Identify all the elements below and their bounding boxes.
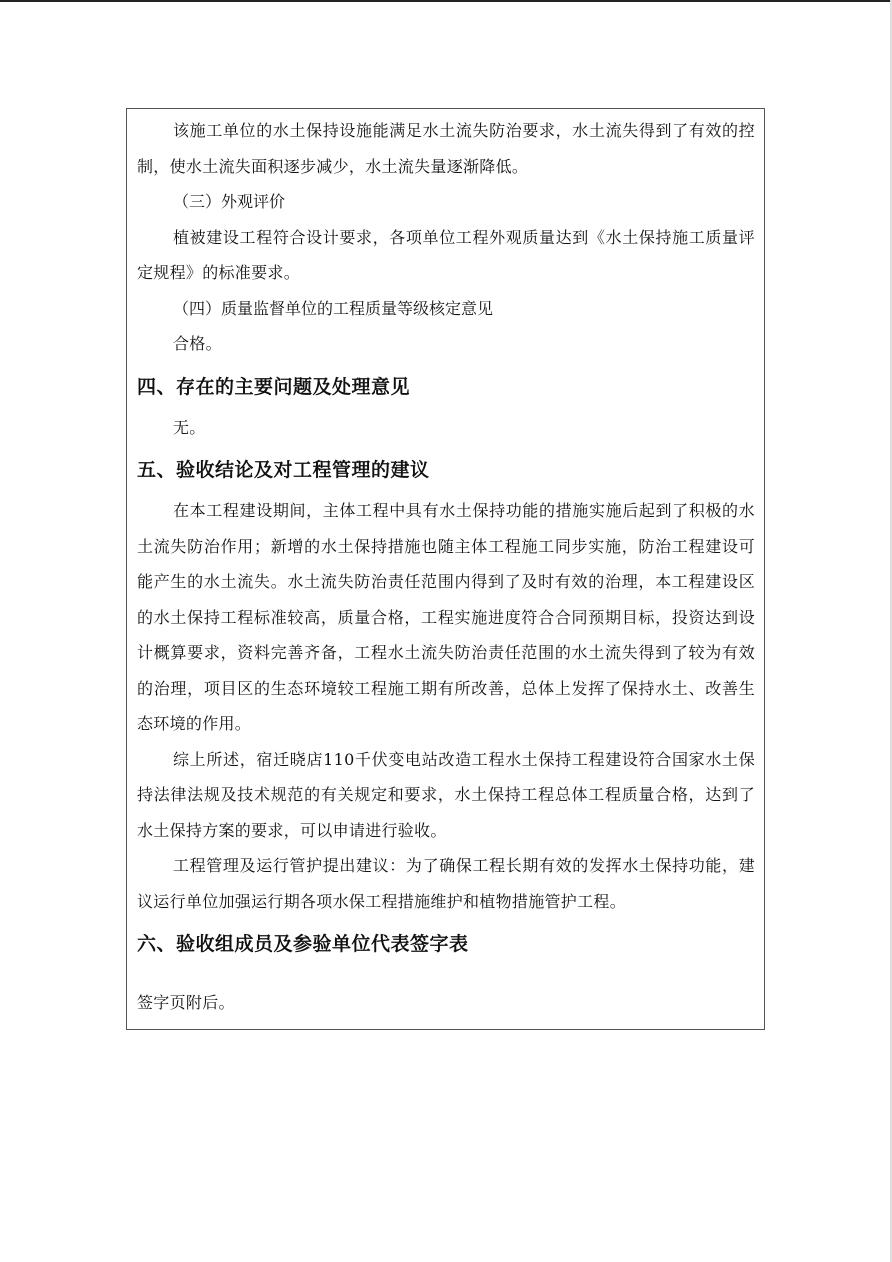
section-5-heading: 五、验收结论及对工程管理的建议 bbox=[137, 459, 430, 481]
section-4-heading: 四、存在的主要问题及处理意见 bbox=[137, 375, 411, 398]
section-4-body: 无。 bbox=[173, 417, 206, 437]
appearance-subheading: （三）外观评价 bbox=[173, 192, 286, 211]
section-6-spacer bbox=[137, 967, 755, 985]
section-6-heading: 六、验收组成员及参验单位代表签字表 bbox=[137, 933, 469, 955]
section-5-paragraph-1: 在本工程建设期间，主体工程中具有水土保持功能的措施实施后起到了积极的水土流失防治作用；新增的水土保持措施也随主体工程施工同步实施，防治工程建设可能产生的水土流失。水土流失防治责任范围内得到了及时有效的治理，本工程建设区的水土保持工程标准较高，质量合格，工程实施进度符合合同预期目标，投资达到设计概算要求，资料完善齐备，工程水土流失防治责任范围的水土流失得到了较为有效的治理，项目区的生态环境较工程施工期有所改善，总体上发挥了保持水土、改善生态环境的作用。 bbox=[137, 501, 755, 733]
document-content bbox=[137, 113, 755, 1021]
supervision-subheading: （四）质量监督单位的工程质量等级核定意见 bbox=[173, 298, 494, 318]
appearance-paragraph: 植被建设工程符合设计要求，各项单位工程外观质量达到《水土保持施工质量评定规程》的标准要求。 bbox=[137, 227, 755, 282]
page-top-edge bbox=[0, 0, 892, 2]
section-5-paragraph-2: 综上所述，宿迁晓店110千伏变电站改造工程水土保持工程建设符合国家水土保持法律法规及技术规范的有关规定和要求，水土保持工程总体工程质量合格，达到了水土保持方案的要求，可以申请进行验收。 bbox=[137, 749, 755, 840]
control-paragraph: 该施工单位的水土保持设施能满足水土流失防治要求，水土流失得到了有效的控制，使水土流失面积逐步减少，水土流失量逐渐降低。 bbox=[137, 121, 755, 176]
supervision-paragraph: 合格。 bbox=[173, 334, 222, 353]
document-frame bbox=[126, 108, 765, 1030]
section-5-paragraph-3: 工程管理及运行管护提出建议：为了确保工程长期有效的发挥水土保持功能，建议运行单位加强运行期各项水保工程措施维护和植物措施管护工程。 bbox=[137, 856, 755, 911]
section-6-body: 签字页附后。 bbox=[137, 993, 235, 1012]
